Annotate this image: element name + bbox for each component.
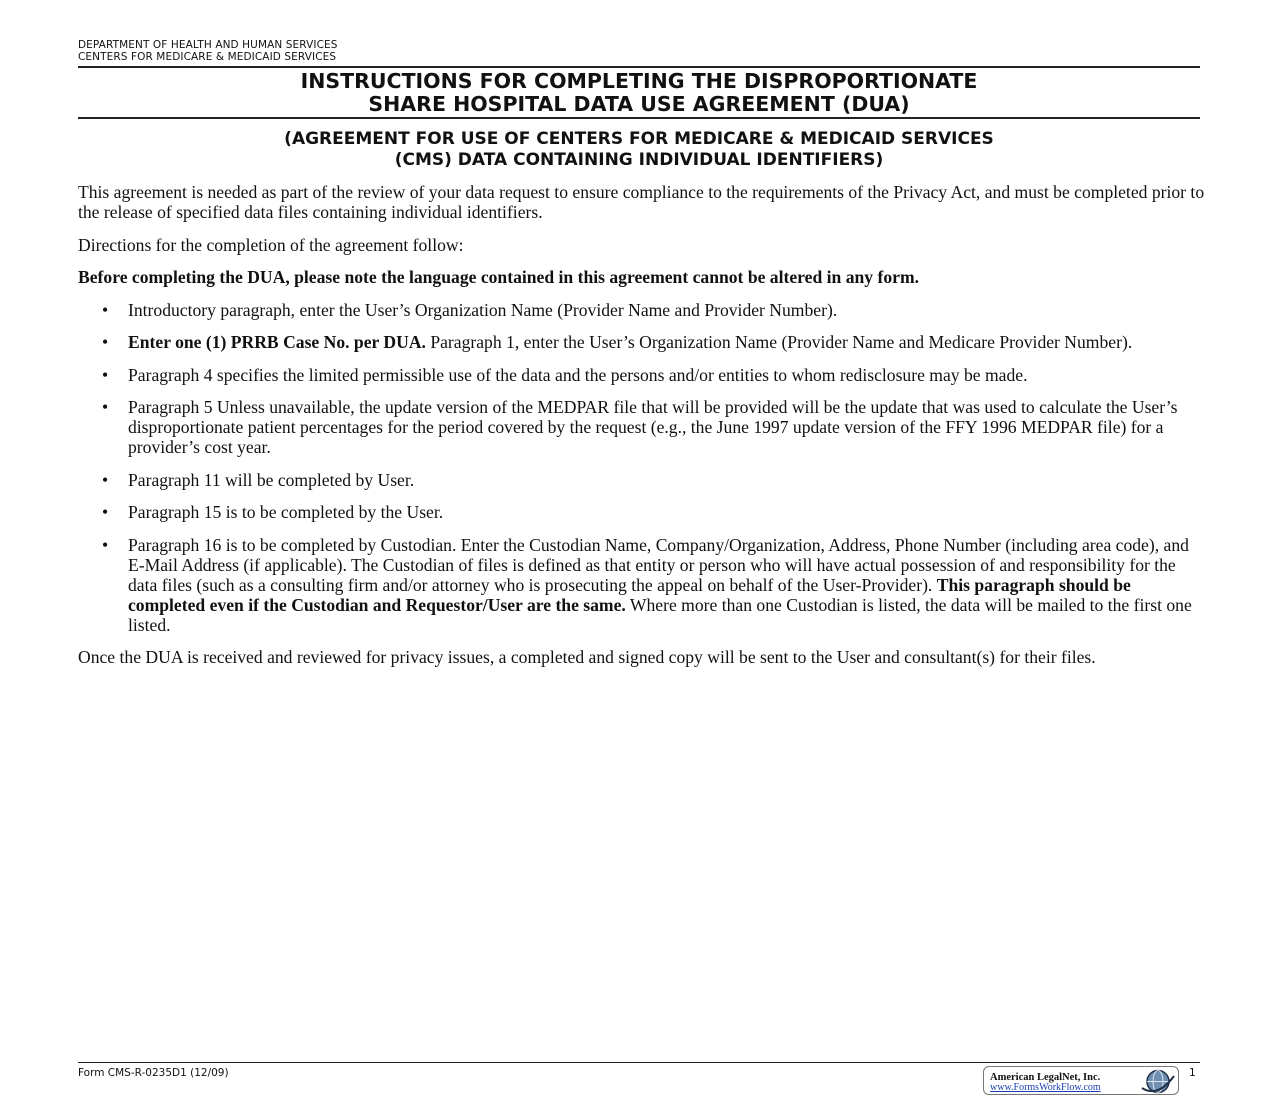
list-item-text: Paragraph 5 Unless unavailable, the update version of the MEDPAR file that will be provided will be the update that was used to calculate the User’s disproportionate patient percentages for the period covered by the request (e.g., the June 1997 update version of the FFY 1996 MEDPAR file) for a provider’s cost year. <box>128 397 1178 457</box>
list-item-text: Paragraph 16 is to be completed by Custodian. Enter the Custodian Name, Company/Organization, Address, Phone Number (including area code), and E-Mail Address (if applicable). The Custodian of files is defined as that entity or person who will have actual possession of and responsibility for the data files (such as a consulting firm and/or attorney who is prosecuting the appeal on behalf of the User-Provider). <box>128 534 1189 595</box>
agency-header <box>78 39 338 63</box>
closing-paragraph: Once the DUA is received and reviewed for privacy issues, a completed and signed copy will be sent to the User and consultant(s) for their files. <box>78 647 1096 667</box>
directions-paragraph: Directions for the completion of the agreement follow: <box>78 234 464 255</box>
bullet-icon: • <box>102 502 109 522</box>
list-item-bold: Enter one (1) PRRB Case No. per DUA. <box>128 332 426 352</box>
list-item <box>78 397 1208 457</box>
publisher-logo[interactable] <box>983 1066 1179 1095</box>
agency-line-1: DEPARTMENT OF HEALTH AND HUMAN SERVICES <box>78 39 338 51</box>
subtitle-line-1: (AGREEMENT FOR USE OF CENTERS FOR MEDICARE & MEDICAID SERVICES <box>284 129 994 149</box>
list-item-text: Introductory paragraph, enter the User’s Organization Name (Provider Name and Provider Number). <box>128 299 838 320</box>
subtitle-line-2: (CMS) DATA CONTAINING INDIVIDUAL IDENTIFIERS) <box>394 149 884 170</box>
document-subtitle <box>78 129 1200 170</box>
intro-paragraph: This agreement is needed as part of the review of your data request to ensure compliance to the requirements of the Privacy Act, and must be completed prior to the release of specified data files containing individual identifiers. <box>78 182 1205 222</box>
bullet-icon: • <box>102 299 109 320</box>
title-line-1: INSTRUCTIONS FOR COMPLETING THE DISPROPORTIONATE <box>300 69 978 93</box>
globe-icon <box>1138 1068 1176 1095</box>
list-item <box>78 332 1208 352</box>
footer-rule <box>78 1062 1200 1063</box>
header-rule-top <box>78 66 1200 68</box>
warning-text: Before completing the DUA, please note the language contained in this agreement cannot be altered in any form. <box>78 267 920 287</box>
header-rule-bottom <box>78 117 1200 119</box>
list-item <box>78 300 1208 320</box>
list-item-bold: This paragraph should be completed even if the Custodian and Requestor/User are the same. <box>128 574 1131 615</box>
list-item-text-after: Where more than one Custodian is listed, the data will be mailed to the first one listed. <box>128 594 1192 635</box>
logo-company-name: American LegalNet, Inc. <box>990 1072 1101 1083</box>
bullet-icon: • <box>102 364 109 385</box>
list-item <box>78 502 1208 522</box>
bullet-icon: • <box>102 469 109 490</box>
bullet-icon: • <box>102 332 109 352</box>
document-body <box>78 182 1208 680</box>
list-item <box>78 365 1208 385</box>
warning-paragraph <box>78 267 1208 287</box>
list-item <box>78 470 1208 490</box>
list-item-text: Paragraph 4 specifies the limited permissible use of the data and the persons and/or entities to whom redisclosure may be made. <box>128 364 1028 385</box>
agency-line-2: CENTERS FOR MEDICARE & MEDICAID SERVICES <box>78 51 337 63</box>
list-item-text: Paragraph 1, enter the User’s Organization Name (Provider Name and Medicare Provider Number). <box>425 332 1133 352</box>
form-identifier: Form CMS-R-0235D1 (12/09) <box>78 1067 229 1079</box>
document-title <box>78 70 1200 116</box>
list-item <box>78 535 1208 635</box>
list-item-text: Paragraph 15 is to be completed by the User. <box>128 502 444 522</box>
bullet-icon: • <box>102 534 109 555</box>
title-line-2: SHARE HOSPITAL DATA USE AGREEMENT (DUA) <box>368 92 910 116</box>
list-item-text: Paragraph 11 will be completed by User. <box>128 469 415 490</box>
page-number: 1 <box>1189 1067 1196 1079</box>
instruction-list <box>78 300 1208 635</box>
logo-url-link[interactable]: www.FormsWorkFlow.com <box>990 1082 1101 1093</box>
bullet-icon: • <box>102 397 109 417</box>
